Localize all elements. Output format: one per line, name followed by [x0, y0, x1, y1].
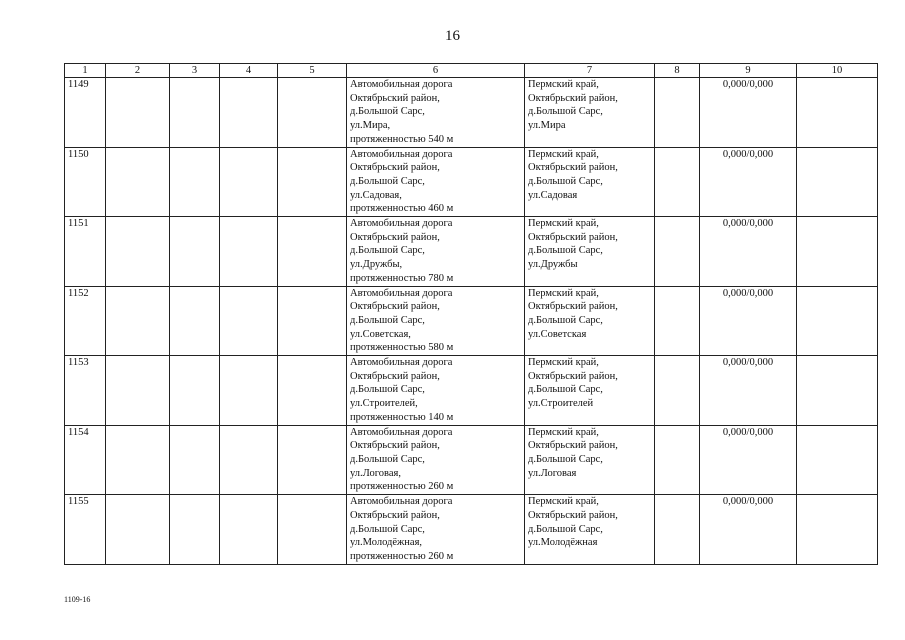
- cell-col4: [220, 495, 278, 565]
- column-header: 6: [347, 64, 525, 78]
- table-row: [65, 495, 878, 565]
- cell-col10: [797, 286, 878, 356]
- document-code: 1109-16: [64, 595, 91, 604]
- road-value: 0,000/0,000: [700, 78, 797, 148]
- road-location: Пермский край, Октябрьский район, д.Большой Сарс, ул.Логовая: [525, 425, 655, 495]
- cell-col2: [106, 425, 170, 495]
- cell-col5: [278, 495, 347, 565]
- road-value: 0,000/0,000: [700, 495, 797, 565]
- cell-col4: [220, 286, 278, 356]
- cell-col2: [106, 495, 170, 565]
- column-header: 1: [65, 64, 106, 78]
- cell-col5: [278, 217, 347, 287]
- road-value: 0,000/0,000: [700, 356, 797, 426]
- cell-col10: [797, 217, 878, 287]
- cell-col2: [106, 356, 170, 426]
- cell-col5: [278, 78, 347, 148]
- road-value: 0,000/0,000: [700, 217, 797, 287]
- road-value: 0,000/0,000: [700, 425, 797, 495]
- cell-col5: [278, 425, 347, 495]
- row-number: 1150: [65, 147, 106, 217]
- cell-col8: [655, 147, 700, 217]
- cell-col8: [655, 425, 700, 495]
- cell-col3: [170, 147, 220, 217]
- road-location: Пермский край, Октябрьский район, д.Большой Сарс, ул.Молодёжная: [525, 495, 655, 565]
- cell-col10: [797, 78, 878, 148]
- road-value: 0,000/0,000: [700, 147, 797, 217]
- row-number: 1151: [65, 217, 106, 287]
- road-location: Пермский край, Октябрьский район, д.Большой Сарс, ул.Мира: [525, 78, 655, 148]
- road-name: Автомобильная дорога Октябрьский район, д.Большой Сарс, ул.Дружбы, протяженностью 780 м: [347, 217, 525, 287]
- table-row: [65, 217, 878, 287]
- table-row: [65, 78, 878, 148]
- cell-col2: [106, 217, 170, 287]
- road-location: Пермский край, Октябрьский район, д.Большой Сарс, ул.Дружбы: [525, 217, 655, 287]
- cell-col5: [278, 147, 347, 217]
- cell-col2: [106, 78, 170, 148]
- cell-col3: [170, 217, 220, 287]
- column-header: 7: [525, 64, 655, 78]
- cell-col10: [797, 425, 878, 495]
- cell-col2: [106, 147, 170, 217]
- cell-col5: [278, 356, 347, 426]
- cell-col4: [220, 217, 278, 287]
- cell-col10: [797, 495, 878, 565]
- road-name: Автомобильная дорога Октябрьский район, д.Большой Сарс, ул.Логовая, протяженностью 260 м: [347, 425, 525, 495]
- road-location: Пермский край, Октябрьский район, д.Большой Сарс, ул.Советская: [525, 286, 655, 356]
- column-header: 9: [700, 64, 797, 78]
- table-row: [65, 425, 878, 495]
- column-header: 3: [170, 64, 220, 78]
- cell-col4: [220, 356, 278, 426]
- cell-col2: [106, 286, 170, 356]
- cell-col3: [170, 495, 220, 565]
- column-header: 5: [278, 64, 347, 78]
- header-row: [65, 64, 878, 78]
- cell-col3: [170, 356, 220, 426]
- column-header: 8: [655, 64, 700, 78]
- cell-col10: [797, 147, 878, 217]
- column-header: 4: [220, 64, 278, 78]
- road-location: Пермский край, Октябрьский район, д.Большой Сарс, ул.Садовая: [525, 147, 655, 217]
- cell-col8: [655, 495, 700, 565]
- page-number: 16: [445, 28, 460, 44]
- column-header: 10: [797, 64, 878, 78]
- road-name: Автомобильная дорога Октябрьский район, д.Большой Сарс, ул.Молодёжная, протяженностью 260 м: [347, 495, 525, 565]
- road-name: Автомобильная дорога Октябрьский район, д.Большой Сарс, ул.Мира, протяженностью 540 м: [347, 78, 525, 148]
- cell-col3: [170, 78, 220, 148]
- table-row: [65, 356, 878, 426]
- road-name: Автомобильная дорога Октябрьский район, д.Большой Сарс, ул.Строителей, протяженностью 140 м: [347, 356, 525, 426]
- road-name: Автомобильная дорога Октябрьский район, д.Большой Сарс, ул.Садовая, протяженностью 460 м: [347, 147, 525, 217]
- cell-col3: [170, 425, 220, 495]
- road-location: Пермский край, Октябрьский район, д.Большой Сарс, ул.Строителей: [525, 356, 655, 426]
- row-number: 1149: [65, 78, 106, 148]
- road-name: Автомобильная дорога Октябрьский район, д.Большой Сарс, ул.Советская, протяженностью 580 м: [347, 286, 525, 356]
- cell-col4: [220, 425, 278, 495]
- table-row: [65, 147, 878, 217]
- registry-table: [64, 63, 878, 565]
- road-value: 0,000/0,000: [700, 286, 797, 356]
- column-header: 2: [106, 64, 170, 78]
- cell-col8: [655, 286, 700, 356]
- cell-col8: [655, 356, 700, 426]
- row-number: 1155: [65, 495, 106, 565]
- cell-col10: [797, 356, 878, 426]
- row-number: 1153: [65, 356, 106, 426]
- cell-col4: [220, 78, 278, 148]
- cell-col4: [220, 147, 278, 217]
- cell-col8: [655, 217, 700, 287]
- cell-col5: [278, 286, 347, 356]
- row-number: 1152: [65, 286, 106, 356]
- cell-col3: [170, 286, 220, 356]
- cell-col8: [655, 78, 700, 148]
- row-number: 1154: [65, 425, 106, 495]
- table-row: [65, 286, 878, 356]
